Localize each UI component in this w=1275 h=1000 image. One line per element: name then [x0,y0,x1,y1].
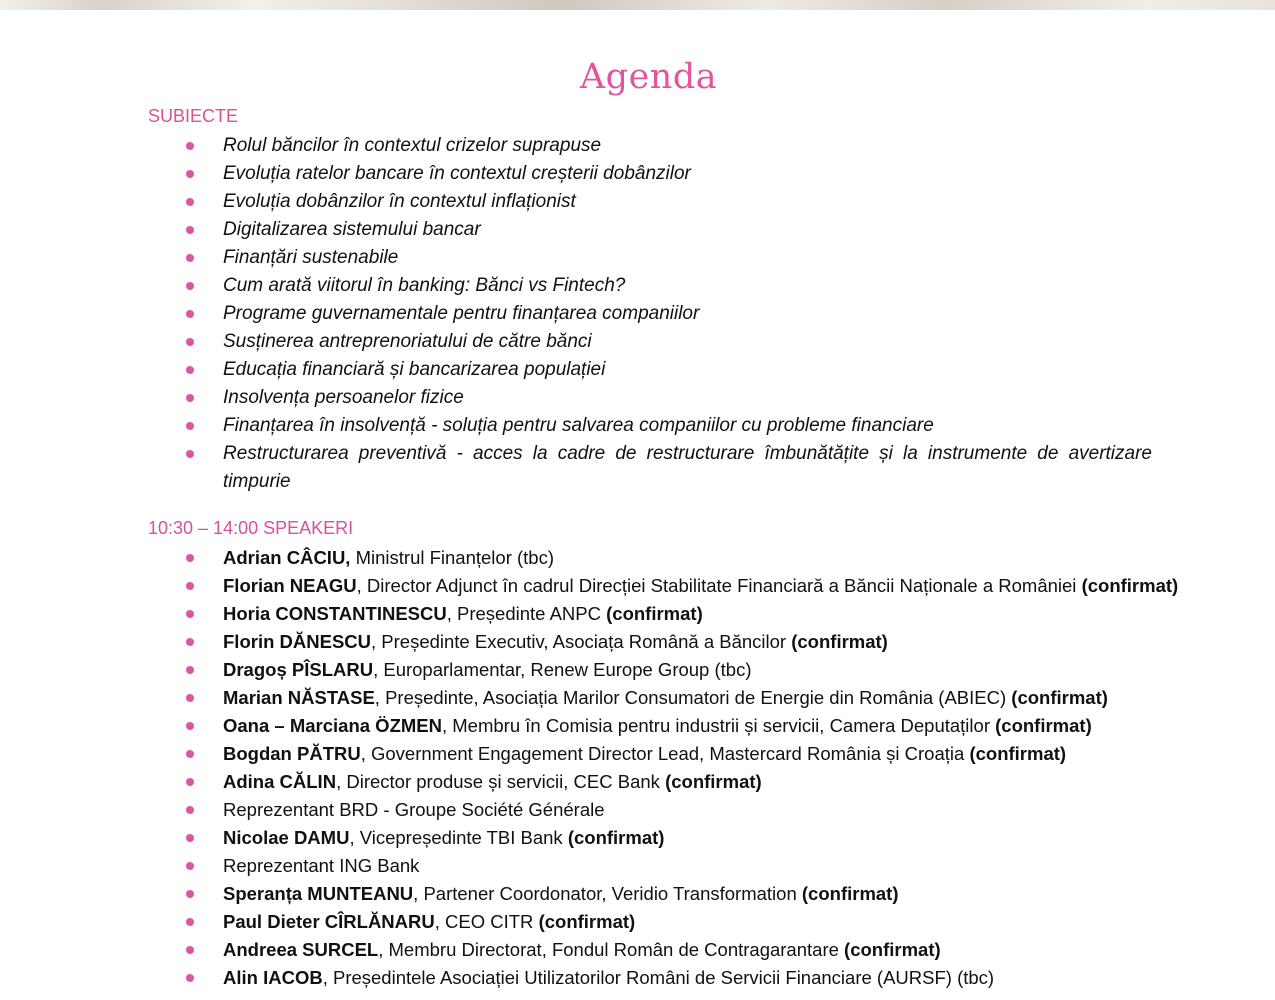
speaker-item [148,656,1152,684]
speaker-status: (confirmat) [844,939,941,960]
page-title: Agenda [579,57,718,98]
bullet-icon [186,422,194,430]
speaker-name: Oana – Marciana ÖZMEN [223,715,442,736]
topic-text: Insolvența persoanelor fizice [223,387,464,408]
topic-text: Susținerea antreprenoriatului de către bănci [223,331,592,352]
speaker-status: (confirmat) [801,883,899,904]
speaker-name: Adina CĂLIN [223,771,337,792]
topic-text: Restructurarea preventivă - acces la cadre de restructurare îmbunătățite și la instrumente de avertizare timpurie [223,443,1152,492]
speaker-role: , Director Adjunct în cadrul Direcției Stabilitate Financiară a Băncii Naționale a României [356,575,1082,596]
topics-heading: SUBIECTE [148,106,239,126]
topic-text: Evoluția dobânzilor în contextul inflaționist [223,191,576,212]
topic-text: Programe guvernamentale pentru finanțarea companiilor [223,303,700,324]
bullet-icon [186,946,194,954]
speaker-name: Nicolae DAMU [223,827,350,848]
topic-item [148,412,1152,440]
speaker-role: , Government Engagement Director Lead, Mastercard România și Croația [360,743,970,764]
topic-text: Cum arată viitorul în banking: Bănci vs Fintech? [223,275,626,296]
bullet-icon [186,890,194,898]
speaker-status: (confirmat) [567,827,665,848]
bullet-icon [186,366,194,374]
speaker-role: Ministrul Finanțelor (tbc) [350,547,555,568]
speaker-status: (confirmat) [995,715,1092,736]
topic-item [148,272,1152,300]
bullet-icon [186,834,194,842]
speaker-role: , Vicepreședinte TBI Bank [349,827,568,848]
bullet-icon [186,862,194,870]
speaker-name: Alin IACOB [223,967,323,988]
bullet-icon [186,310,194,318]
speaker-role: Reprezentant BRD - Groupe Société Générale [223,799,605,820]
speaker-role: , Europarlamentar, Renew Europe Group (tbc) [373,659,752,680]
speaker-item [148,964,1152,992]
speaker-status: (confirmat) [791,631,888,652]
bullet-icon [186,254,194,262]
bullet-icon [186,394,194,402]
speaker-role: Reprezentant ING Bank [223,855,420,876]
speaker-item [148,572,1179,600]
speaker-item [148,824,1152,852]
speakers-heading: 10:30 – 14:00 SPEAKERI [148,518,354,538]
speaker-name: Adrian CÂCIU, [223,547,351,568]
speaker-item [148,684,1152,712]
topic-item [148,384,1152,412]
topic-item [148,356,1152,384]
speaker-name: Florian NEAGU [223,575,357,596]
speaker-status: (confirmat) [1011,687,1108,708]
topic-text: Digitalizarea sistemului bancar [223,219,481,240]
topic-item [148,188,1152,216]
speaker-item [148,908,1152,936]
bullet-icon [186,338,194,346]
speaker-item [148,936,1152,964]
speaker-role: , CEO CITR [434,911,539,932]
speaker-status: (confirmat) [1081,575,1179,596]
bullet-icon [186,198,194,206]
bullet-icon [186,282,194,290]
bullet-icon [186,638,194,646]
bullet-icon [186,918,194,926]
speaker-role: , Președinte, Asociația Marilor Consumatori de Energie din România (ABIEC) [374,687,1012,708]
topic-item [148,132,1152,160]
speaker-name: Florin DĂNESCU [223,631,371,652]
topic-text: Finanțarea în insolvență - soluția pentru salvarea companiilor cu probleme financiare [223,415,934,436]
topic-text: Educația financiară și bancarizarea populației [223,359,606,380]
bullet-icon [186,170,194,178]
topic-item [148,328,1152,356]
topic-item [148,216,1152,244]
topic-item [148,244,1152,272]
speaker-name: Horia CONSTANTINESCU [223,603,447,624]
bullet-icon [186,974,194,982]
speaker-role: , Președinte Executiv, Asociața Română a Băncilor [371,631,792,652]
speaker-item [148,880,1152,908]
bullet-icon [186,554,194,562]
speaker-name: Marian NĂSTASE [223,687,375,708]
speaker-status: (confirmat) [665,771,762,792]
speaker-item [148,600,1152,628]
bullet-icon [186,666,194,674]
speaker-role: , Președintele Asociației Utilizatorilor Români de Servicii Financiare (AURSF) (tbc) [322,967,995,988]
header-banner-image [0,0,1275,10]
speaker-item [148,544,1152,572]
speakers-list [148,544,1179,992]
speaker-name: Dragoș PÎSLARU [223,659,374,680]
bullet-icon [186,226,194,234]
bullet-icon [186,722,194,730]
speaker-role: , Membru Directorat, Fondul Român de Contragarantare [378,939,845,960]
speaker-item [148,712,1152,740]
speaker-status: (confirmat) [606,603,703,624]
topic-item [148,160,1152,188]
bullet-icon [186,694,194,702]
speaker-name: Andreea SURCEL [223,939,379,960]
speaker-role: , Președinte ANPC [446,603,607,624]
bullet-icon [186,778,194,786]
topic-text: Evoluția ratelor bancare în contextul creșterii dobânzilor [223,163,691,184]
topic-item [148,440,1152,496]
bullet-icon [186,582,194,590]
bullet-icon [186,806,194,814]
speaker-status: (confirmat) [538,911,636,932]
bullet-icon [186,450,194,458]
speaker-name: Bogdan PĂTRU [223,743,361,764]
speaker-status: (confirmat) [969,743,1067,764]
speaker-role: , Membru în Comisia pentru industrii și servicii, Camera Deputaților [441,715,996,736]
speaker-item [148,852,1152,880]
bullet-icon [186,610,194,618]
speaker-role: , Partener Coordonator, Veridio Transformation [413,883,802,904]
speaker-item [148,768,1152,796]
bullet-icon [186,750,194,758]
topic-text: Finanțări sustenabile [223,247,399,268]
speaker-item [148,796,1152,824]
topics-list [148,132,1152,496]
topic-text: Rolul băncilor în contextul crizelor suprapuse [223,135,602,156]
speaker-role: , Director produse și servicii, CEC Bank [336,771,666,792]
speaker-name: Paul Dieter CÎRLĂNARU [223,911,435,932]
bullet-icon [186,142,194,150]
speaker-name: Speranța MUNTEANU [223,883,414,904]
topic-item [148,300,1152,328]
speaker-item [148,740,1152,768]
speaker-item [148,628,1152,656]
